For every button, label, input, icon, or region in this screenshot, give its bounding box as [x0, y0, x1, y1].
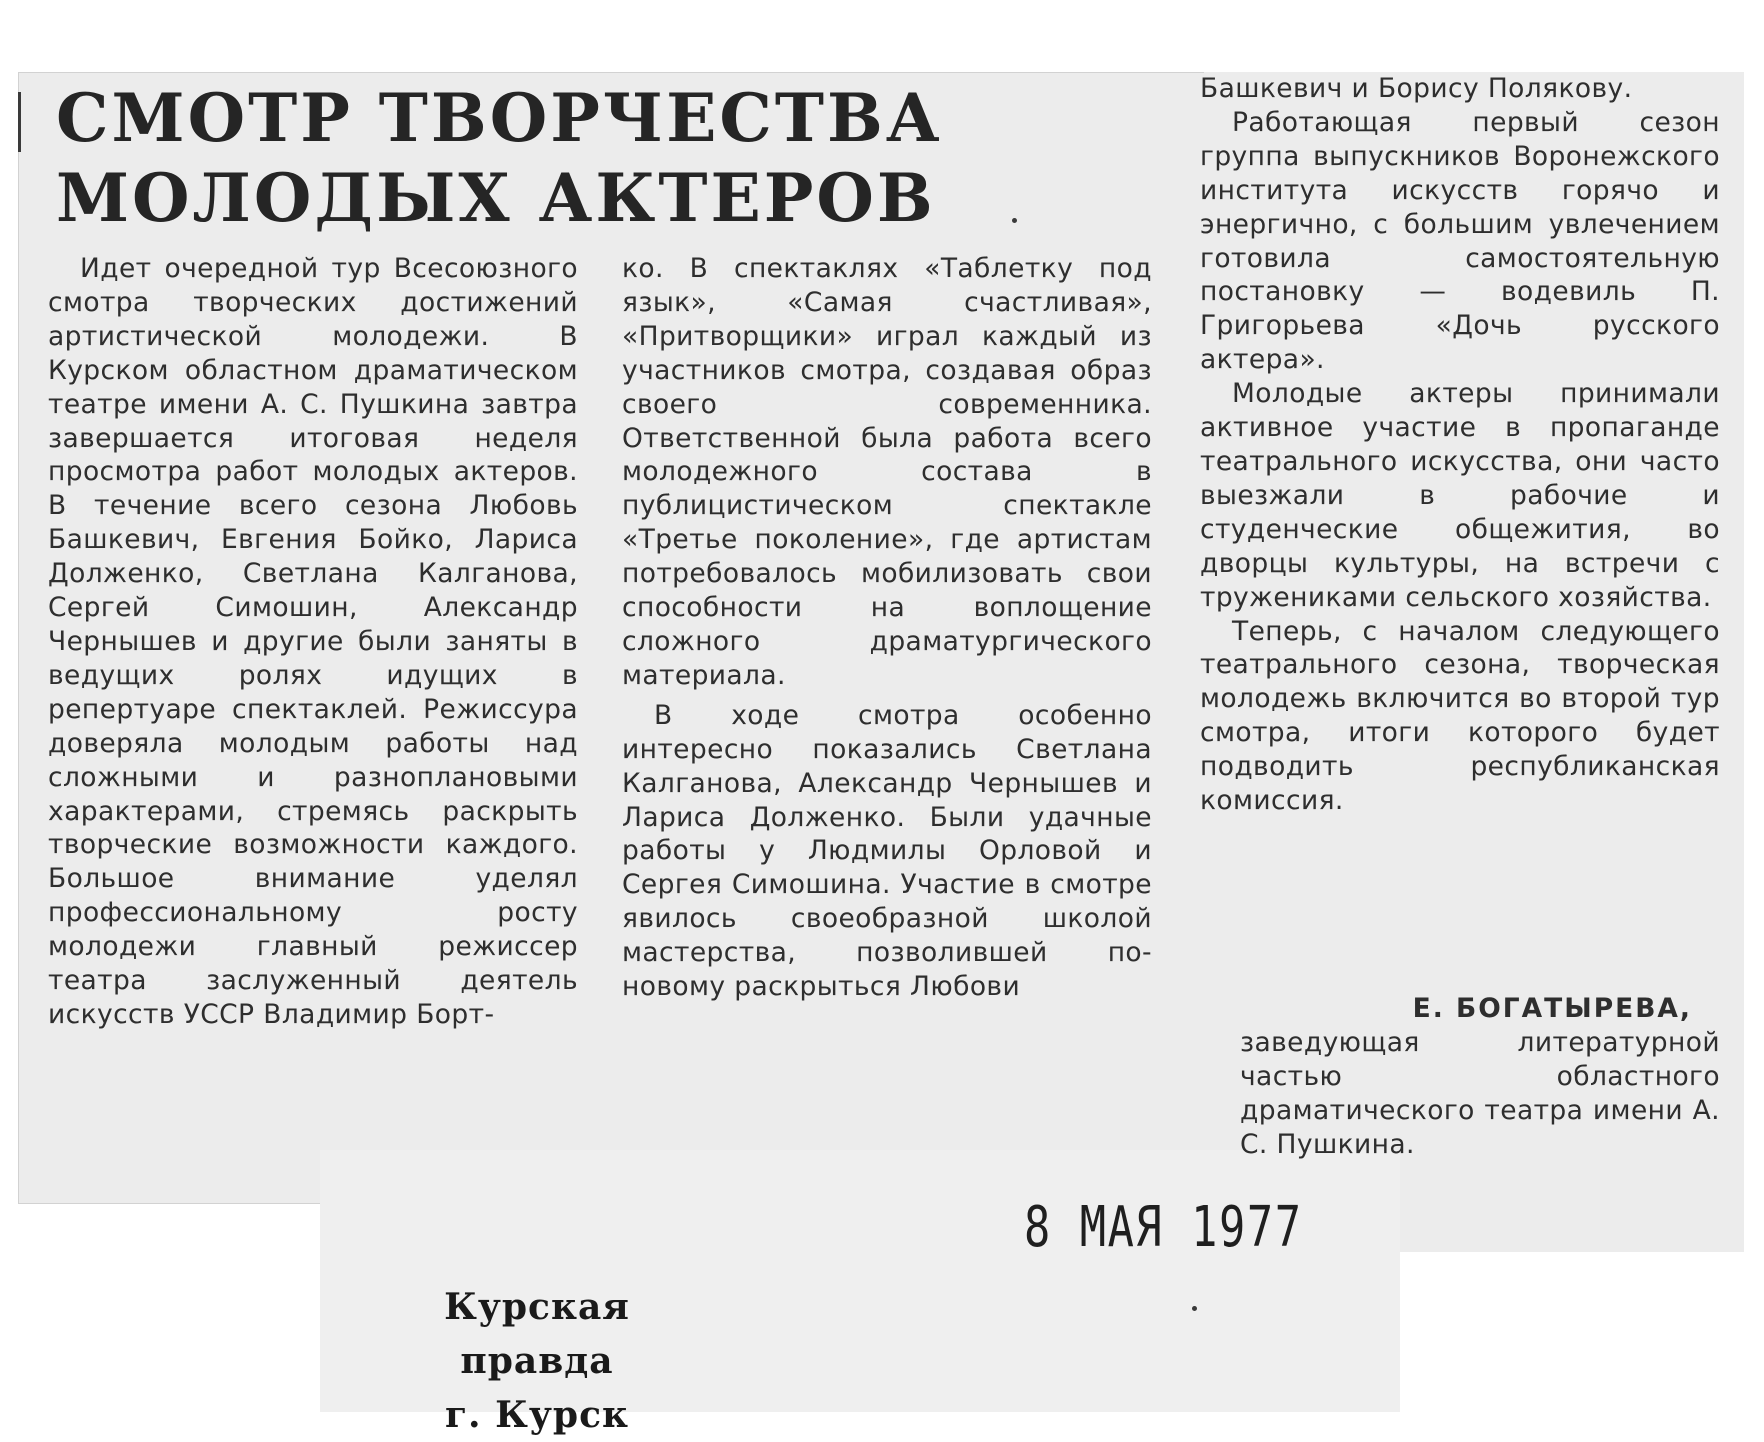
- headline-line-2: МОЛОДЫХ АКТЕРОВ: [56, 159, 936, 237]
- date-stamp: 8 МАЯ 1977: [1024, 1195, 1303, 1260]
- paragraph: ко. В спектаклях «Таблетку под язык», «Самая счастливая», «Притворщики» играл каждый из участников смотра, создавая образ своего современника. Ответственной была работа всего молодежного состава в публицистическом спектакле «Третье поколение», где артистам потребовалось мобилизовать свои способности на воплощение сложного драматургического материала.: [622, 253, 1152, 691]
- article-column-2: [622, 252, 1152, 1004]
- source-stamp: [372, 1280, 702, 1442]
- paragraph: Молодые актеры принимали активное участие в пропаганде театрального искусства, они часто выезжали в рабочие и студенческие общежития, во дворцы культуры, на встречи с тружениками сельского хозяйства.: [1200, 378, 1720, 613]
- paragraph: Идет очередной тур Всесоюзного смотра творческих достижений артистической молодежи. В Курском областном драматическом театре имени А. С. Пушкина завтра завершается итоговая неделя просмотра работ молодых актеров. В течение всего сезона Любовь Башкевич, Евгения Бойко, Лариса Долженко, Светлана Калганова, Сергей Симошин, Александр Чернышев и другие были заняты в ведущих ролях идущих в репертуаре спектаклей. Режиссура доверяла молодым работы над сложными и разноплановыми характерами, стремясь раскрыть творческие возможности каждого. Большое внимание уделял профессиональному росту молодежи главный режиссер театра заслуженный деятель искусств УССР Владимир Борт-: [48, 253, 578, 1030]
- author-title: заведующая литературной частью областного драматического театра имени А. С. Пушкина.: [1240, 1027, 1720, 1160]
- source-newspaper: Курская правда: [444, 1286, 630, 1382]
- headline-line-1: СМОТР ТВОРЧЕСТВА: [56, 79, 943, 157]
- article-headline: [56, 78, 943, 238]
- paragraph: Работающая первый сезон группа выпускников Воронежского института искусств горячо и энергично, с большим увлечением готовила самостоятельную постановку — водевиль П. Григорьева «Дочь русского актера».: [1200, 106, 1720, 376]
- clipping-edge-mark: [18, 92, 21, 152]
- author-signature: [1240, 992, 1720, 1162]
- paragraph: Башкевич и Борису Полякову.: [1200, 73, 1633, 104]
- paragraph: В ходе смотра особенно интересно показались Светлана Калганова, Александр Чернышев и Лариса Долженко. Были удачные работы у Людмилы Орловой и Сергея Симошина. Участие в смотре явилось своеобразной школой мастерства, позволившей по-новому раскрыться Любови: [622, 699, 1152, 1003]
- source-city: г. Курск: [444, 1394, 629, 1436]
- article-column-1: [48, 252, 578, 1032]
- paragraph: Теперь, с началом следующего театрального сезона, творческая молодежь включится во второй тур смотра, итоги которого будет подводить республиканская комиссия.: [1200, 615, 1720, 817]
- print-speck: [1012, 218, 1017, 223]
- author-name: Е. БОГАТЫРЕВА,: [1412, 993, 1692, 1024]
- article-column-3: [1200, 72, 1720, 818]
- print-speck: [1192, 1306, 1197, 1311]
